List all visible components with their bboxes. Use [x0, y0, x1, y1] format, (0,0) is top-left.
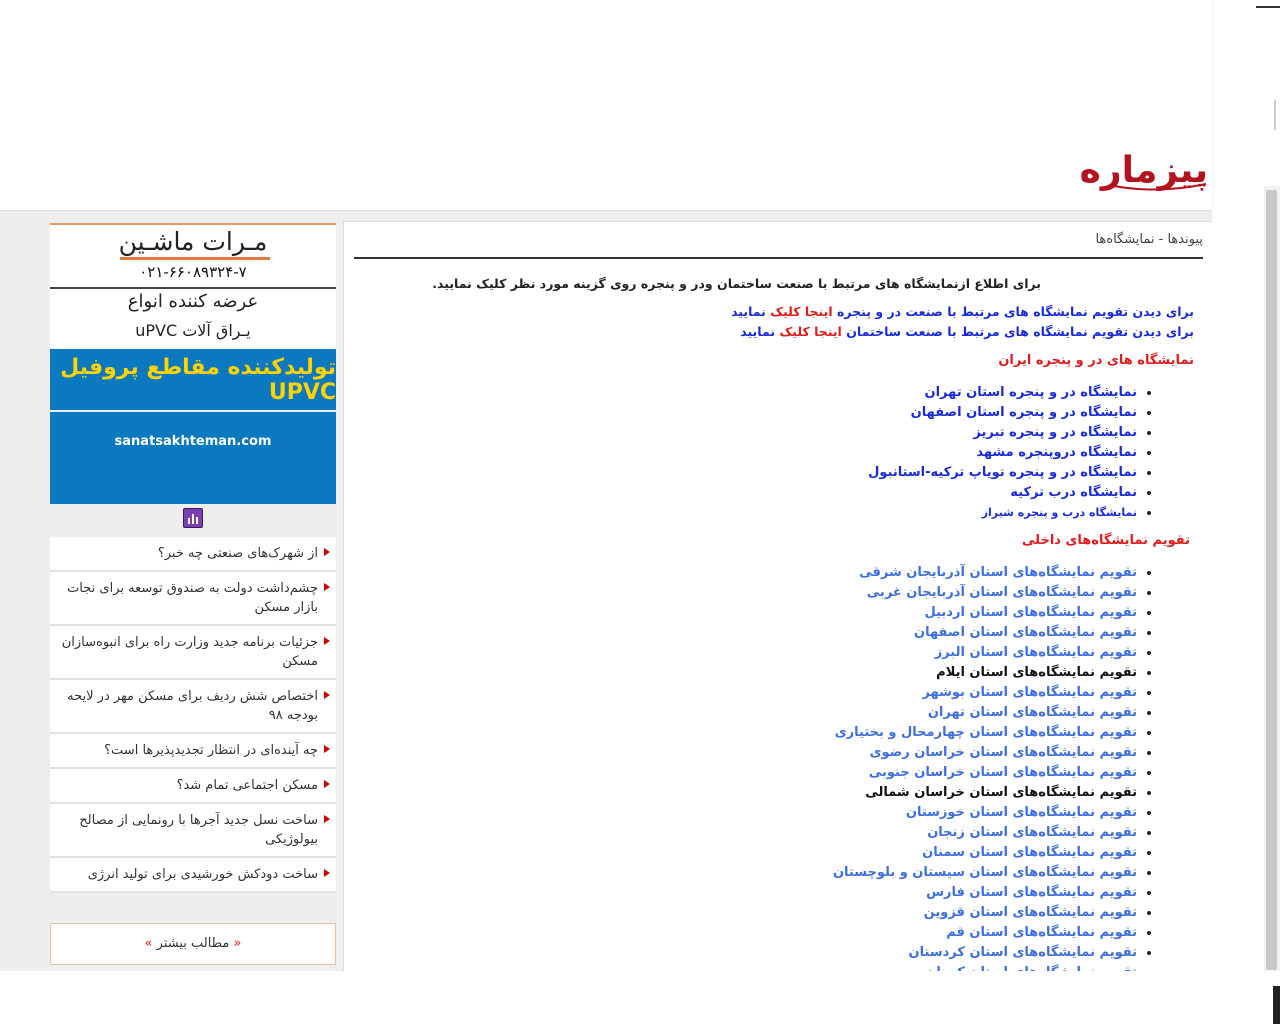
calendar-link[interactable]: تقویم نمایشگاه‌های استان تهران	[927, 705, 1137, 720]
news-item[interactable]	[50, 572, 336, 626]
bullet-arrow-icon	[324, 548, 330, 556]
exhibition-item	[868, 383, 1137, 403]
calendar-item	[833, 643, 1137, 663]
calendars-list	[833, 563, 1155, 983]
ad1-divider	[120, 257, 270, 260]
calendar-item	[833, 843, 1137, 863]
bullet-arrow-icon	[324, 869, 330, 877]
calendar-link[interactable]: تقویم نمایشگاه‌های استان ایلام	[936, 665, 1137, 680]
calendar-item	[833, 903, 1137, 923]
calendar-link[interactable]: تقویم نمایشگاه‌های استان قم	[946, 925, 1137, 940]
exhibition-item	[868, 503, 1137, 523]
section-title-domestic-calendar: تقویم نمایشگاه‌های داخلی	[1022, 533, 1190, 548]
calendar-item	[833, 803, 1137, 823]
calendar-link[interactable]: تقویم نمایشگاه‌های استان اصفهان	[913, 625, 1137, 640]
calendar-link[interactable]: تقویم نمایشگاه‌های استان بوشهر	[922, 685, 1137, 700]
ad-banner-merat-machine[interactable]	[50, 223, 336, 287]
exhibitions-list	[868, 383, 1155, 523]
calendar-link[interactable]: تقویم نمایشگاه‌های استان سیستان و بلوچستان	[832, 865, 1137, 880]
exhibition-link[interactable]: نمایشگاه درب ترکیه	[1010, 485, 1137, 500]
exhibition-item	[868, 463, 1137, 483]
calendar-item	[833, 783, 1137, 803]
calendar-item	[833, 603, 1137, 623]
calendar-item	[833, 623, 1137, 643]
more-chevron-left-icon: «	[233, 936, 242, 951]
bullet-arrow-icon	[324, 745, 330, 753]
calendar-link[interactable]: تقویم نمایشگاه‌های استان خراسان شمالی	[865, 785, 1137, 800]
exhibition-link[interactable]: نمایشگاه درب و پنجره شیراز	[981, 506, 1137, 519]
calendar-item	[833, 583, 1137, 603]
ad-banner-upvc-hardware[interactable]	[50, 287, 336, 349]
window-edge-bottom	[1273, 986, 1280, 1024]
exhibition-link[interactable]: نمایشگاه در و پنجره تویاپ ترکیه-استانبول	[868, 465, 1137, 480]
ad-banner-upvc-profile[interactable]	[50, 349, 336, 410]
door-window-calendar-link[interactable]: اینجا کلیک	[770, 304, 833, 319]
ad-banner-sanatsakhteman[interactable]	[50, 412, 336, 504]
site-header	[0, 0, 1212, 211]
breadcrumb[interactable]: پیوندها - نمایشگاه‌ها	[1095, 232, 1203, 247]
stats-icon[interactable]	[183, 508, 203, 528]
calendar-link[interactable]: تقویم نمایشگاه‌های استان آذربایجان شرقی	[859, 565, 1137, 580]
calendar-item	[833, 663, 1137, 683]
site-logo[interactable]	[1079, 140, 1212, 196]
calendar-link[interactable]: تقویم نمایشگاه‌های استان البرز	[934, 645, 1137, 660]
ad3-text: تولیدکننده مقاطع پروفیل UPVC	[60, 354, 336, 405]
bullet-arrow-icon	[324, 637, 330, 645]
calendar-link[interactable]: تقویم نمایشگاه‌های استان اردبیل	[924, 605, 1137, 620]
ad2-line1: عرضه کننده انواع	[127, 291, 259, 312]
news-title: اختصاص شش ردیف برای مسکن مهر در لایحه بودجه ۹۸	[67, 689, 318, 723]
door-window-calendar-line	[731, 302, 1194, 322]
calendar-link[interactable]: تقویم نمایشگاه‌های استان چهارمحال و بختیاری	[834, 725, 1137, 740]
ad1-brand: مـرات ماشـین	[118, 227, 268, 256]
line1-prefix: برای دیدن تقویم نمایشگاه های مرتبط با صنعت در و پنجره	[837, 304, 1194, 319]
exhibition-item	[868, 423, 1137, 443]
news-item[interactable]	[50, 537, 336, 572]
news-item[interactable]	[50, 680, 336, 734]
logo-text: پیزماره	[1079, 150, 1208, 191]
exhibition-link[interactable]: نمایشگاه در و پنجره استان اصفهان	[910, 405, 1137, 420]
more-articles-label: مطالب بیشتر	[156, 936, 230, 951]
ad4-text: sanatsakhteman.com	[114, 434, 272, 449]
title-divider	[354, 257, 1203, 259]
section-title-iran-exhibitions: نمایشگاه های در و پنجره ایران	[998, 353, 1194, 368]
calendar-item	[833, 683, 1137, 703]
news-title: از شهرک‌های صنعتی چه خبر؟	[157, 546, 318, 561]
calendar-link[interactable]: تقویم نمایشگاه‌های استان زنجان	[927, 825, 1137, 840]
line1-suffix: نمایید	[731, 304, 766, 319]
news-item[interactable]	[50, 804, 336, 858]
bullet-arrow-icon	[324, 691, 330, 699]
window-edge-side	[1274, 100, 1276, 130]
calendar-link[interactable]: تقویم نمایشگاه‌های استان سمنان	[922, 845, 1137, 860]
window-edge	[1256, 6, 1280, 8]
building-calendar-line	[731, 322, 1194, 342]
news-item[interactable]	[50, 858, 336, 893]
more-chevron-right-icon: »	[144, 936, 153, 951]
calendar-link[interactable]: تقویم نمایشگاه‌های استان قزوین	[923, 905, 1137, 920]
calendar-item	[833, 883, 1137, 903]
calendar-item	[833, 743, 1137, 763]
calendar-link[interactable]: تقویم نمایشگاه‌های استان خراسان رضوی	[869, 745, 1137, 760]
calendar-item	[833, 763, 1137, 783]
calendar-link[interactable]: تقویم نمایشگاه‌های استان آذربایجان غربی	[866, 585, 1137, 600]
line2-suffix: نمایید	[740, 324, 776, 339]
page-bottom	[0, 971, 1264, 1024]
ad2-line2: یـراق آلات uPVC	[135, 321, 251, 340]
bullet-arrow-icon	[324, 780, 330, 788]
intro-text: برای اطلاع ازنمایشگاه های مرتبط با صنعت ساختمان ودر و پنجره روی گزینه مورد نظر کلیک نمایید.	[432, 276, 1041, 291]
calendar-item	[833, 703, 1137, 723]
news-title: ساخت دودکش خورشیدی برای تولید انرژی	[87, 867, 318, 882]
line2-prefix: برای دیدن تقویم نمایشگاه های مرتبط با صنعت ساختمان	[846, 324, 1194, 339]
scrollbar-thumb[interactable]	[1266, 190, 1277, 970]
news-title: ساخت نسل جدید آجرها با رونمایی از مصالح بیولوژیکی	[79, 813, 318, 847]
exhibition-item	[868, 443, 1137, 463]
calendar-item	[833, 863, 1137, 883]
news-title: چشم‌داشت دولت به صندوق توسعه برای نجات بازار مسکن	[67, 581, 318, 615]
main-content	[343, 221, 1213, 982]
news-list	[50, 537, 336, 893]
exhibition-link[interactable]: نمایشگاه دروپنجره مشهد	[976, 445, 1137, 460]
more-articles-button[interactable]	[50, 923, 336, 965]
bullet-arrow-icon	[324, 583, 330, 591]
calendar-item	[833, 823, 1137, 843]
news-title: جزئیات برنامه جدید وزارت راه برای انبوه‌سازان مسکن	[61, 635, 318, 669]
calendar-link[interactable]: تقویم نمایشگاه‌های استان کردستان	[908, 945, 1137, 960]
bullet-arrow-icon	[324, 815, 330, 823]
news-title: مسکن اجتماعی تمام شد؟	[176, 778, 318, 793]
calendar-item	[833, 723, 1137, 743]
calendar-link[interactable]: تقویم نمایشگاه‌های استان خوزستان	[905, 805, 1137, 820]
calendar-link[interactable]: تقویم نمایشگاه‌های استان خراسان جنوبی	[868, 765, 1137, 780]
calendar-item	[833, 563, 1137, 583]
calendar-link[interactable]: تقویم نمایشگاه‌های استان فارس	[926, 885, 1137, 900]
exhibition-link[interactable]: نمایشگاه در و پنجره استان تهران	[924, 385, 1137, 400]
exhibition-item	[868, 403, 1137, 423]
exhibition-item	[868, 483, 1137, 503]
news-item[interactable]	[50, 626, 336, 680]
calendar-links	[731, 302, 1194, 342]
calendar-item	[833, 923, 1137, 943]
ad1-phone: ۰۲۱-۶۶۰۸۹۳۲۴-۷	[139, 263, 247, 281]
news-item[interactable]	[50, 734, 336, 769]
calendar-item	[833, 943, 1137, 963]
exhibition-link[interactable]: نمایشگاه در و پنجره تبریز	[973, 425, 1137, 440]
news-title: چه آینده‌ای در انتظار تجدیدپذیرها است؟	[104, 743, 318, 758]
news-item[interactable]	[50, 769, 336, 804]
building-calendar-link[interactable]: اینجا کلیک	[779, 324, 842, 339]
